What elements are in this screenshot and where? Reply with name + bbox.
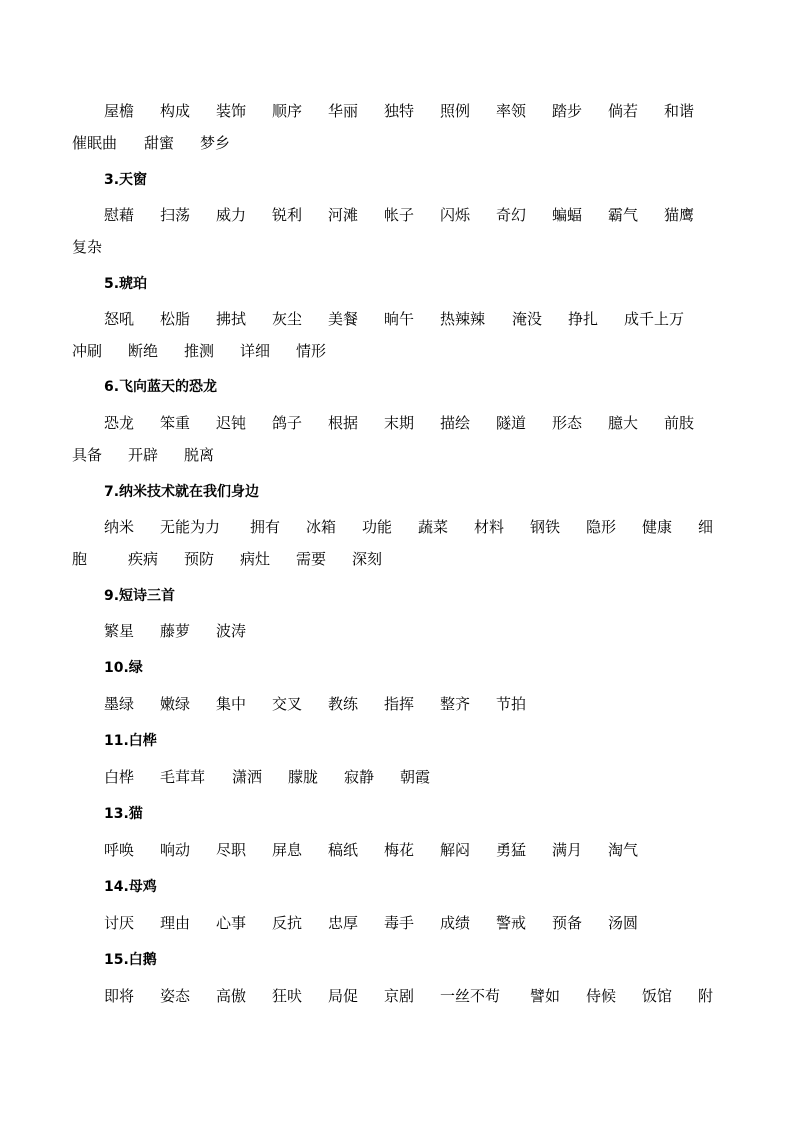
vocab-word: 淹没 xyxy=(512,310,543,328)
word-row xyxy=(0,410,794,436)
vocab-word: 解闷 xyxy=(440,841,471,859)
vocab-word: 奇幻 xyxy=(496,206,527,224)
vocab-word: 教练 xyxy=(328,695,359,713)
vocab-word: 节拍 xyxy=(496,695,527,713)
vocab-word: 隧道 xyxy=(496,414,527,432)
vocab-word: 功能 xyxy=(362,518,393,536)
vocab-word: 描绘 xyxy=(440,414,471,432)
vocab-word: 嫩绿 xyxy=(160,695,191,713)
vocab-word: 照例 xyxy=(440,102,471,120)
vocab-word: 高傲 xyxy=(216,987,247,1005)
vocab-word: 毒手 xyxy=(384,914,415,932)
vocab-word: 理由 xyxy=(160,914,191,932)
vocab-word: 甜蜜 xyxy=(144,134,175,152)
vocab-word: 满月 xyxy=(552,841,583,859)
vocab-word: 美餐 xyxy=(328,310,359,328)
vocab-word: 鸽子 xyxy=(272,414,303,432)
vocab-word: 附 xyxy=(698,987,714,1005)
vocab-word: 白桦 xyxy=(104,768,135,786)
vocab-word: 挣扎 xyxy=(568,310,599,328)
vocab-word: 松脂 xyxy=(160,310,191,328)
word-row xyxy=(0,764,794,790)
word-row xyxy=(0,202,794,228)
word-row xyxy=(0,442,794,468)
vocab-word: 和谐 xyxy=(664,102,695,120)
vocab-word: 倘若 xyxy=(608,102,639,120)
vocab-word: 心事 xyxy=(216,914,247,932)
vocab-word: 冲刷 xyxy=(72,342,103,360)
vocab-word: 顺序 xyxy=(272,102,303,120)
vocab-word: 情形 xyxy=(296,342,327,360)
vocab-word: 河滩 xyxy=(328,206,359,224)
vocab-word: 朝霞 xyxy=(400,768,431,786)
vocab-word: 交叉 xyxy=(272,695,303,713)
vocab-word: 预备 xyxy=(552,914,583,932)
word-row xyxy=(0,546,794,572)
word-row xyxy=(0,130,794,156)
vocab-word: 断绝 xyxy=(128,342,159,360)
vocab-word: 扫荡 xyxy=(160,206,191,224)
vocab-word: 成绩 xyxy=(440,914,471,932)
vocab-word: 成千上万 xyxy=(624,310,685,328)
vocab-word: 冰箱 xyxy=(306,518,337,536)
vocab-word: 寂静 xyxy=(344,768,375,786)
vocab-word: 潇洒 xyxy=(232,768,263,786)
word-row xyxy=(0,306,794,332)
vocab-word: 构成 xyxy=(160,102,191,120)
vocab-word: 开辟 xyxy=(128,446,159,464)
vocab-word: 指挥 xyxy=(384,695,415,713)
vocab-word: 病灶 xyxy=(240,550,271,568)
vocab-word: 毛茸茸 xyxy=(160,768,206,786)
vocab-word: 拥有 xyxy=(250,518,281,536)
vocab-word: 繁星 xyxy=(104,622,135,640)
vocab-word: 钢铁 xyxy=(530,518,561,536)
vocab-word: 一丝不苟 xyxy=(440,987,501,1005)
word-row xyxy=(0,338,794,364)
vocab-word: 无能为力 xyxy=(160,518,221,536)
vocab-word: 需要 xyxy=(296,550,327,568)
vocab-word: 独特 xyxy=(384,102,415,120)
vocab-word: 整齐 xyxy=(440,695,471,713)
vocab-word: 京剧 xyxy=(384,987,415,1005)
lesson-heading: 3.天窗 xyxy=(104,172,148,188)
vocab-word: 率领 xyxy=(496,102,527,120)
lesson-heading: 9.短诗三首 xyxy=(104,588,176,604)
word-row xyxy=(0,910,794,936)
vocab-word: 集中 xyxy=(216,695,247,713)
vocab-word: 侍候 xyxy=(586,987,617,1005)
vocab-word: 稿纸 xyxy=(328,841,359,859)
vocab-word: 形态 xyxy=(552,414,583,432)
vocab-word: 尽职 xyxy=(216,841,247,859)
vocab-word: 响动 xyxy=(160,841,191,859)
vocab-word: 即将 xyxy=(104,987,135,1005)
vocab-word: 健康 xyxy=(642,518,673,536)
vocab-word: 锐利 xyxy=(272,206,303,224)
vocab-word: 详细 xyxy=(240,342,271,360)
vocab-word: 讨厌 xyxy=(104,914,135,932)
vocab-word: 屏息 xyxy=(272,841,303,859)
vocab-word: 蔬菜 xyxy=(418,518,449,536)
vocab-word: 藤萝 xyxy=(160,622,191,640)
vocab-word: 墨绿 xyxy=(104,695,135,713)
word-row xyxy=(0,837,794,863)
lesson-heading: 5.琥珀 xyxy=(104,276,148,292)
vocab-word: 威力 xyxy=(216,206,247,224)
vocab-word: 华丽 xyxy=(328,102,359,120)
vocab-word: 末期 xyxy=(384,414,415,432)
vocab-word: 姿态 xyxy=(160,987,191,1005)
vocab-word: 材料 xyxy=(474,518,505,536)
word-row xyxy=(0,983,794,1009)
word-row xyxy=(0,514,794,540)
vocab-word: 复杂 xyxy=(72,238,103,256)
vocab-word: 狂吠 xyxy=(272,987,303,1005)
vocab-word: 梦乡 xyxy=(200,134,231,152)
vocab-word: 淘气 xyxy=(608,841,639,859)
lesson-heading: 15.白鹅 xyxy=(104,952,157,968)
vocab-word: 拂拭 xyxy=(216,310,247,328)
lesson-heading: 10.绿 xyxy=(104,660,143,676)
vocab-word: 猫鹰 xyxy=(664,206,695,224)
vocab-word: 反抗 xyxy=(272,914,303,932)
vocab-word: 汤圆 xyxy=(608,914,639,932)
vocab-word: 疾病 xyxy=(128,550,159,568)
vocab-word: 忠厚 xyxy=(328,914,359,932)
vocab-word: 饭馆 xyxy=(642,987,673,1005)
lesson-heading: 14.母鸡 xyxy=(104,879,157,895)
vocab-word: 胞 xyxy=(72,550,88,568)
vocab-word: 朦胧 xyxy=(288,768,319,786)
word-row xyxy=(0,618,794,644)
vocab-word: 迟钝 xyxy=(216,414,247,432)
vocab-word: 局促 xyxy=(328,987,359,1005)
vocab-word: 隐形 xyxy=(586,518,617,536)
vocab-word: 催眠曲 xyxy=(72,134,118,152)
vocab-word: 脱离 xyxy=(184,446,215,464)
vocab-word: 笨重 xyxy=(160,414,191,432)
vocab-word: 霸气 xyxy=(608,206,639,224)
vocab-word: 踏步 xyxy=(552,102,583,120)
vocab-word: 根据 xyxy=(328,414,359,432)
vocab-word: 怒吼 xyxy=(104,310,135,328)
vocab-word: 譬如 xyxy=(530,987,561,1005)
vocab-word: 闪烁 xyxy=(440,206,471,224)
vocab-word: 预防 xyxy=(184,550,215,568)
vocab-word: 蝙蝠 xyxy=(552,206,583,224)
vocab-word: 纳米 xyxy=(104,518,135,536)
vocab-word: 晌午 xyxy=(384,310,415,328)
vocab-word: 帐子 xyxy=(384,206,415,224)
lesson-heading: 6.飞向蓝天的恐龙 xyxy=(104,379,218,395)
vocab-word: 波涛 xyxy=(216,622,247,640)
vocab-word: 勇猛 xyxy=(496,841,527,859)
vocab-word: 慰藉 xyxy=(104,206,135,224)
lesson-heading: 11.白桦 xyxy=(104,733,157,749)
vocab-word: 警戒 xyxy=(496,914,527,932)
word-row xyxy=(0,234,794,260)
word-row xyxy=(0,98,794,124)
vocab-word: 热辣辣 xyxy=(440,310,486,328)
lesson-heading: 7.纳米技术就在我们身边 xyxy=(104,484,260,500)
lesson-heading: 13.猫 xyxy=(104,806,143,822)
vocab-word: 细 xyxy=(698,518,714,536)
vocab-word: 屋檐 xyxy=(104,102,135,120)
vocab-word: 具备 xyxy=(72,446,103,464)
vocab-word: 恐龙 xyxy=(104,414,135,432)
vocab-word: 推测 xyxy=(184,342,215,360)
vocab-word: 呼唤 xyxy=(104,841,135,859)
vocab-word: 装饰 xyxy=(216,102,247,120)
vocab-word: 深刻 xyxy=(352,550,383,568)
vocab-word: 前肢 xyxy=(664,414,695,432)
vocab-word: 梅花 xyxy=(384,841,415,859)
vocab-word: 臆大 xyxy=(608,414,639,432)
word-row xyxy=(0,691,794,717)
vocab-word: 灰尘 xyxy=(272,310,303,328)
